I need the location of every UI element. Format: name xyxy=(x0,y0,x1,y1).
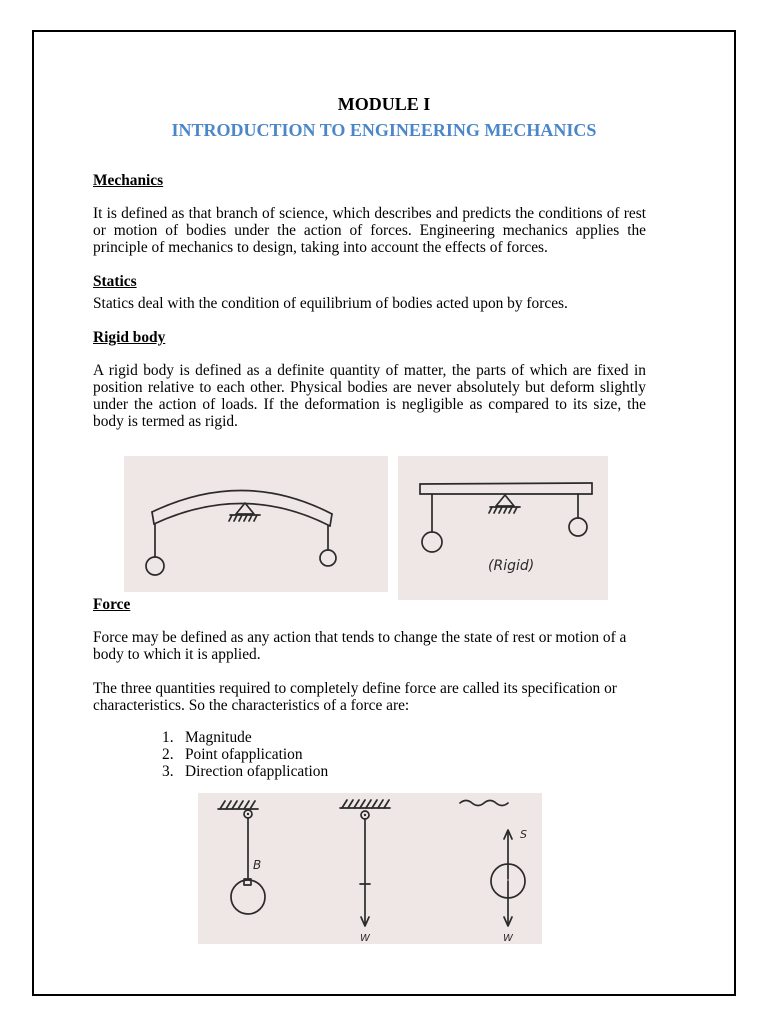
pendulum-3 xyxy=(460,801,527,945)
support-triangle xyxy=(496,495,514,506)
list-marker: 1. xyxy=(162,729,174,746)
force-characteristics-list xyxy=(162,729,562,780)
pendulum-1 xyxy=(218,801,265,914)
statics-paragraph: Statics deal with the condition of equilibrium of bodies acted upon by forces. xyxy=(93,295,568,312)
curved-beam xyxy=(152,490,332,526)
section-heading-rigid-body: Rigid body xyxy=(93,329,166,346)
list-item xyxy=(162,763,562,780)
wavy-support xyxy=(460,801,508,806)
section-heading-mechanics: Mechanics xyxy=(93,172,164,189)
ground-hatch xyxy=(489,507,520,513)
left-hanging-weight xyxy=(146,524,164,575)
figure-rigid-beam-sketch xyxy=(398,456,608,600)
force-definition-paragraph: Force may be defined as any action that tends to change the state of rest or motion of a body to which it is applied. xyxy=(93,629,627,663)
mechanics-paragraph: It is defined as that branch of science, which describes and predicts the conditions of rest or motion of bodies under the action of forces. Engineering mechanics applies the principle of mechanics to design, taking into account the effects of forces. xyxy=(93,205,646,256)
list-item xyxy=(162,746,562,763)
straight-beam xyxy=(420,483,592,494)
force-characteristics-paragraph: The three quantities required to completely define force are called its specification or characteristics. So the characteristics of a force are: xyxy=(93,680,617,714)
section-heading-statics: Statics xyxy=(93,273,137,290)
list-item-text: Magnitude xyxy=(185,729,252,746)
label-b: B xyxy=(253,858,262,872)
list-item-text: Point ofapplication xyxy=(185,746,303,763)
label-s: S xyxy=(520,828,527,841)
ground-hatch xyxy=(229,515,260,521)
curved-beam-drawing xyxy=(124,456,388,592)
label-w: W xyxy=(503,933,513,944)
left-hanging-weight xyxy=(422,494,442,552)
right-hanging-weight xyxy=(320,526,336,566)
list-item-text: Direction ofapplication xyxy=(185,763,329,780)
rigid-label: (Rigid) xyxy=(488,558,535,574)
section-heading-force: Force xyxy=(93,596,131,613)
list-item xyxy=(162,729,562,746)
pendulums-drawing xyxy=(198,793,542,944)
list-marker: 2. xyxy=(162,746,174,763)
module-subtitle: INTRODUCTION TO ENGINEERING MECHANICS xyxy=(171,120,597,140)
right-hanging-weight xyxy=(569,494,587,536)
rigid-body-paragraph: A rigid body is defined as a definite quantity of matter, the parts of which are fixed in position relative to each other. Physical bodies are never absolutely but deform slightly under the action of loads. If the deformation is negligible as compared to its size, the body is termed as rigid. xyxy=(93,362,646,430)
module-title: MODULE I xyxy=(337,94,431,114)
pendulum-2 xyxy=(340,800,390,944)
figure-force-pendulums-sketch xyxy=(198,793,542,944)
support-triangle xyxy=(236,503,254,514)
list-marker: 3. xyxy=(162,763,174,780)
figure-curved-beam-sketch xyxy=(124,456,388,592)
ceiling-hatch xyxy=(340,800,390,808)
label-w: W xyxy=(360,933,370,944)
ceiling-hatch xyxy=(218,801,258,809)
rigid-beam-drawing xyxy=(398,456,608,600)
